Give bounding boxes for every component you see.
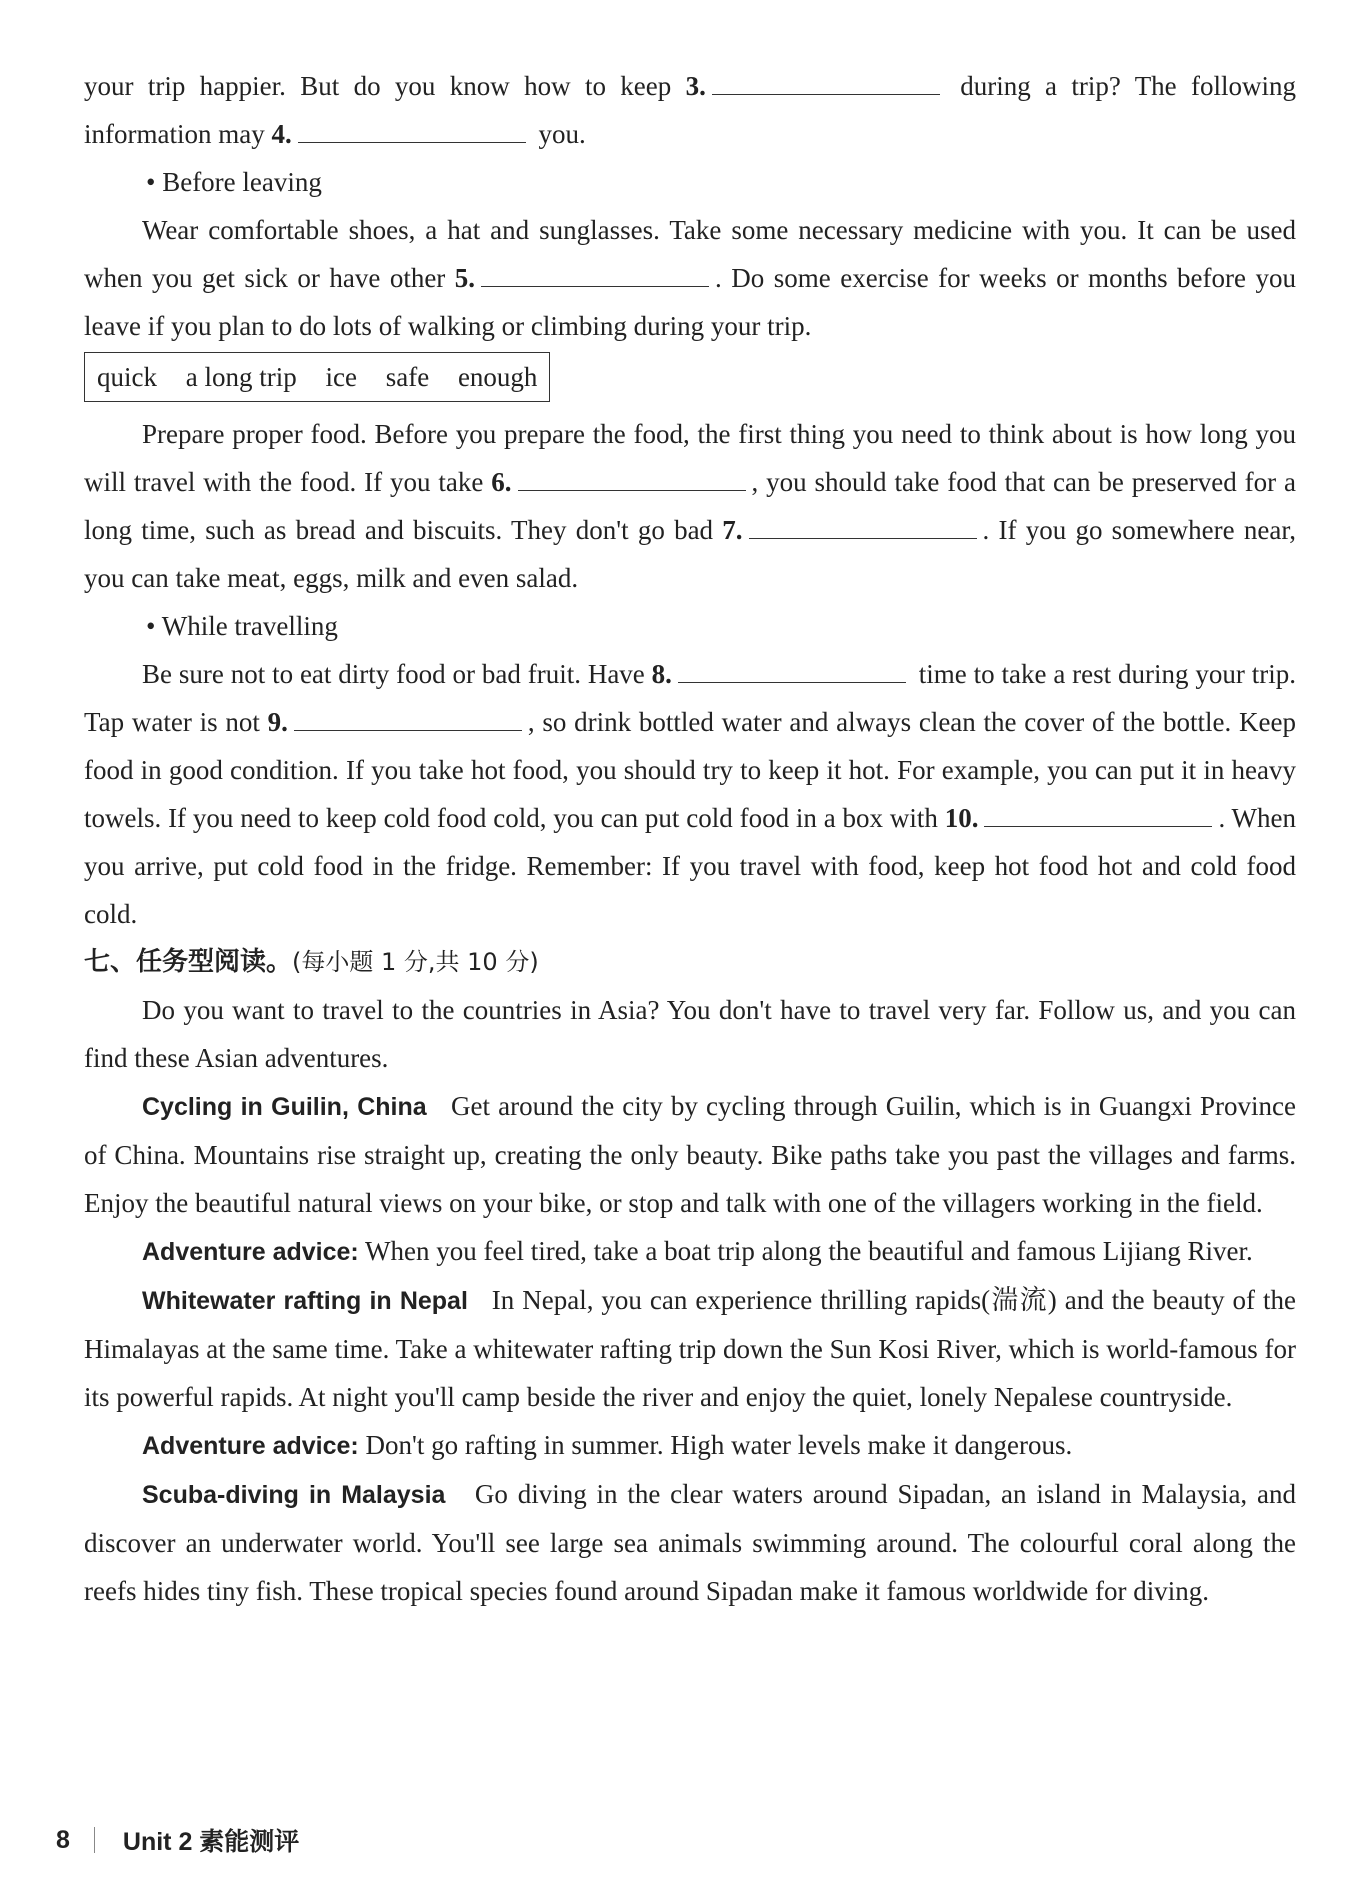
text: , you should take food that can be preserved for a long time, such as bread and biscuits. They don't go bad <box>84 467 1296 545</box>
question-number-5: 5. <box>454 263 476 293</box>
nepal-heading: Whitewater rafting in Nepal <box>142 1287 468 1315</box>
text: . If you go somewhere near, you can take meat, eggs, milk and even salad. <box>84 515 1296 593</box>
question-number-8: 8. <box>651 659 672 689</box>
word-option: quick <box>97 362 157 392</box>
adventure-advice-2 <box>84 1421 1296 1470</box>
section-score-note: (每小题 1 分,共 10 分) <box>292 948 539 976</box>
text: In Nepal, you can experience thrilling rapids(湍流) and the beauty of the Himalayas at the same time. Take a whitewater rafting trip down the Sun Kosi River, which is world-famous for its powerful rapids. At night you'll camp beside the river and enjoy the quiet, lonely Nepalese countryside. <box>84 1285 1297 1412</box>
intro-paragraph <box>84 62 1296 158</box>
advice-label: Adventure advice: <box>142 1432 359 1460</box>
food-paragraph <box>84 410 1296 602</box>
word-option: enough <box>457 362 538 392</box>
unit-label: Unit 2 素能测评 <box>122 1828 300 1856</box>
text: When you feel tired, take a boat trip along the beautiful and famous Lijiang River. <box>365 1236 1253 1266</box>
text: Go diving in the clear waters around Sipadan, an island in Malaysia, and discover an underwater world. You'll see large sea animals swimming around. The colourful coral along the reefs hides tiny fish. These tropical species found around Sipadan make it famous worldwide for diving. <box>84 1479 1296 1606</box>
text: Wear comfortable shoes, a hat and sunglasses. Take some necessary medicine with you. It can be used when you get sick or have other <box>84 215 1296 293</box>
question-number-3: 3. <box>685 71 706 101</box>
bullet-while-travelling: • While travelling <box>146 611 338 641</box>
question-number-4: 4. <box>271 119 292 149</box>
asia-intro-paragraph: Do you want to travel to the countries in Asia? You don't have to travel very far. Follow us, and you can find these Asian adventures. <box>84 995 1296 1073</box>
guilin-paragraph <box>84 1082 1296 1227</box>
malaysia-paragraph <box>84 1470 1296 1615</box>
section-title: 七、任务型阅读。 <box>84 947 293 977</box>
question-number-9: 9. <box>267 707 288 737</box>
blank-9[interactable] <box>294 706 522 731</box>
adventure-advice-1 <box>84 1227 1296 1276</box>
text: . Do some exercise for weeks or months before you leave if you plan to do lots of walking or climbing during your trip. <box>84 263 1296 341</box>
text: . When you arrive, put cold food in the fridge. Remember: If you travel with food, keep hot food hot and cold food cold. <box>84 803 1296 929</box>
text: during a trip? The following information may <box>84 71 1297 149</box>
word-option: ice <box>325 362 357 392</box>
guilin-heading: Cycling in Guilin, China <box>142 1093 427 1121</box>
nepal-paragraph <box>84 1276 1296 1421</box>
blank-7[interactable] <box>749 514 977 539</box>
bullet-before-leaving: • Before leaving <box>146 167 322 197</box>
blank-10[interactable] <box>984 802 1212 827</box>
text: , so drink bottled water and always clean the cover of the bottle. Keep food in good condition. If you take hot food, you should try to keep it hot. For example, you can put it in heavy towels. If you need to keep cold food cold, you can put cold food in a box with <box>84 707 1296 833</box>
word-bank-row <box>84 350 1296 410</box>
question-number-10: 10. <box>944 803 979 833</box>
question-number-6: 6. <box>491 467 512 497</box>
question-number-7: 7. <box>722 515 743 545</box>
text: you. <box>531 119 586 149</box>
text: time to take a rest during your trip. Tap water is not <box>84 659 1297 737</box>
blank-6[interactable] <box>518 466 746 491</box>
blank-4[interactable] <box>298 118 526 143</box>
blank-3[interactable] <box>712 70 940 95</box>
word-option: a long trip <box>185 362 297 392</box>
page-number: 8 <box>56 1825 70 1854</box>
text: Be sure not to eat dirty food or bad fruit. Have <box>142 659 652 689</box>
text: your trip happier. But do you know how to keep <box>84 71 686 101</box>
blank-8[interactable] <box>678 658 906 683</box>
footer-divider <box>94 1827 95 1853</box>
malaysia-heading: Scuba-diving in Malaysia <box>142 1481 446 1509</box>
text: Prepare proper food. Before you prepare the food, the first thing you need to think about is how long you will travel with the food. If you take <box>84 419 1296 497</box>
page-content <box>84 62 1296 1615</box>
text: Don't go rafting in summer. High water levels make it dangerous. <box>365 1430 1073 1460</box>
blank-5[interactable] <box>481 262 709 287</box>
word-option: safe <box>385 362 430 392</box>
while-travelling-paragraph <box>84 650 1296 938</box>
word-bank <box>84 352 550 402</box>
page-footer <box>56 1822 299 1858</box>
advice-label: Adventure advice: <box>142 1238 359 1266</box>
section-seven-heading <box>84 938 1296 986</box>
before-leaving-paragraph <box>84 206 1296 350</box>
text: Get around the city by cycling through Guilin, which is in Guangxi Province of China. Mountains rise straight up, creating the only beauty. Bike paths take you past the villages and farms. Enjoy the beautiful natural views on your bike, or stop and talk with one of the villagers working in the field. <box>84 1091 1296 1218</box>
